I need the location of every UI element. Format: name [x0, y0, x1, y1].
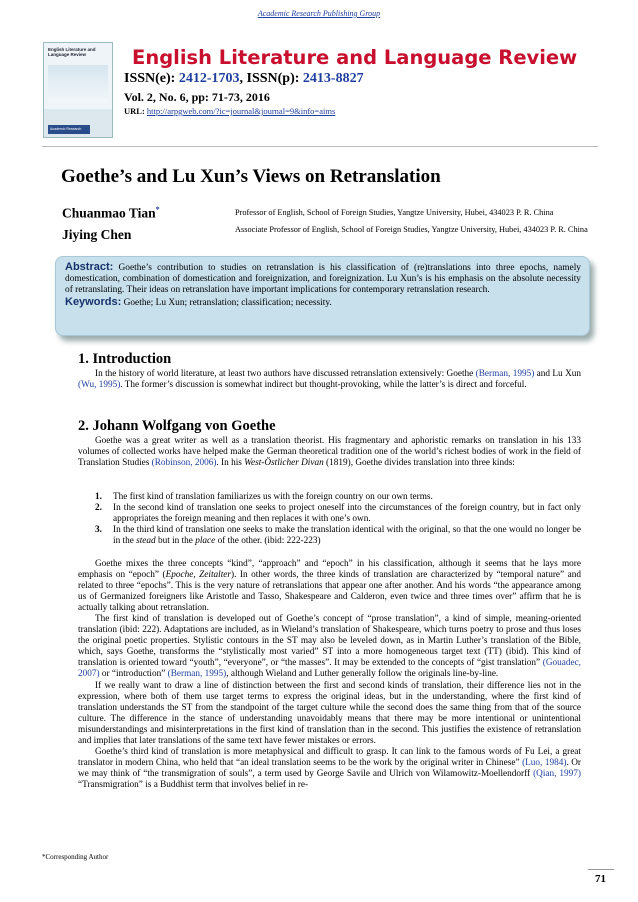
cover-art	[48, 65, 108, 103]
list-item: 3. In the third kind of translation one seeks to make the translation identical with the original, so that the one would no longer be in the stead but in the place of the other. (ibid: 222-223)	[95, 525, 581, 547]
citation-link[interactable]: (Wu, 1995)	[78, 380, 121, 391]
publisher-name[interactable]: Academic Research Publishing Group	[257, 9, 381, 18]
paragraph: Goethe mixes the three concepts “kind”, “approach” and “epoch” in his classification, although it seems that he lays more emphasis on “epoch” (Epoche, Zeitalter). In other words, the three kinds of translation are characterized by “temporal nature” and related to three “epochs”. This is the very nature of retranslations that appear one after another. And his words “the appearance among us of Germanized foreigners like Aristotle and Tasso, Shakespeare and Calderon, even twice and three times over” affirm that he is actually talking about retranslation.	[78, 559, 581, 614]
section-heading: 2. Johann Wolfgang von Goethe	[78, 418, 276, 434]
volume-info: Vol. 2, No. 6, pp: 71-73, 2016	[124, 90, 270, 104]
article-title: Goethe’s and Lu Xun’s Views on Retranslation	[61, 166, 441, 187]
list-item: 1. The first kind of translation familiarizes us with the foreign country on our own terms.	[95, 492, 433, 502]
cover-title: English Literature and Language Review	[48, 47, 96, 58]
section-body	[78, 436, 581, 469]
footnote: *Corresponding Author	[42, 853, 109, 861]
issn-line: ISSN(e): 2412-1703, ISSN(p): 2413-8827	[124, 71, 364, 86]
section-heading: 1. Introduction	[78, 351, 172, 367]
journal-cover-image	[43, 42, 113, 138]
paragraph: Goethe was a great writer as well as a translation theorist. His fragmentary and aphoristic remarks on translation in his 133 volumes of collected works have helped make the German theoretical tradition one of the world’s richest bodies of work in the field of Translation Studies (Robinson, 2006). In his West-Östlicher Divan (1819), Goethe divides translation into three kinds:	[78, 436, 581, 469]
header-divider	[42, 146, 598, 147]
journal-title: English Literature and Language Review	[132, 46, 578, 69]
section-body	[78, 559, 581, 791]
citation-link[interactable]: (Gouadec, 2007)	[78, 658, 581, 680]
section-body	[78, 369, 581, 391]
author-affiliation: Associate Professor of English, School of Foreign Studies, Yangtze University, Hubei, 434023 P. R. China	[235, 225, 588, 234]
journal-url-line: URL: http://arpgweb.com/?ic=journal&journal=9&info=aims	[124, 106, 336, 116]
author-name: Chuanmao Tian*	[62, 205, 160, 221]
author-affiliation: Professor of English, School of Foreign Studies, Yangtze University, Hubei, 434023 P. R. China	[235, 208, 554, 217]
author-name: Jiying Chen	[62, 227, 132, 242]
keywords-label: Keywords:	[65, 295, 122, 308]
citation-link[interactable]: (Robinson, 2006)	[151, 458, 217, 469]
abstract-box	[55, 256, 590, 336]
paragraph: If we really want to draw a line of distinction between the first and second kinds of translation, their difference lies not in the expression, where both of them use target terms to express the original ideas, but in the understanding, where the first kind of translation understands the ST from the standpoint of the target culture while the second does the same thing from that of the source culture. The difference in the stance of understanding unavoidably means that there may be more intentional or unintentional misunderstandings and misinterpretations in the first kind of translation than in the second. This justifies the existence of retranslation and implies that later translations of the same text have fewer mistakes or errors.	[78, 680, 581, 746]
list-item: 2. In the second kind of translation one seeks to project oneself into the circumstances of the foreign country, but in fact only appropriates the foreign meaning and then replaces it with one’s own.	[95, 503, 581, 525]
paragraph: Goethe’s third kind of translation is more metaphysical and difficult to grasp. It can link to the famous words of Fu Lei, a great translator in modern China, who held that “an ideal translation seems to be the work by the original writer in Chinese” (Luo, 1984). Or we may think of “the transmigration of souls”, a term used by George Savile and Ulrich von Wilamowitz-Moellendorff (Qian, 1997) “Transmigration” is a Buddhist term that involves belief in re-	[78, 746, 582, 790]
abstract-text: Goethe’s contribution to studies on retranslation is his classification of (re)translations into three epochs, namely domestication, combination of domestication and foreignization, and foreignization. Lu Xun’s is his emphasis on the absolute necessity of retranslating. Their ideas on retranslation have important implications for contemporary retranslation research.	[65, 263, 581, 296]
paragraph: The first kind of translation is developed out of Goethe’s concept of “prose translation”, a kind of simple, meaning-oriented translation (ibid: 222). Adaptations are included, as in Wieland’s translation of Shakespeare, which turns poetry to prose and thus loses the original poetic properties. Stylistic contours in the ST may also be leveled down, as in Martin Luther’s translation of the Bible, which, says Goethe, transforms the “stylistically most varied” ST into a more homogeneous target text (TT) (ibid). This kind of translation is oriented toward “youth”, “everyone”, or “the masses”. It may be extended to the concepts of “gist translation” (Gouadec, 2007) or “introduction” (Berman, 1995), although Wieland and Luther generally follow the originals line-by-line.	[78, 614, 581, 680]
translation-kinds-list	[78, 492, 581, 547]
citation-link[interactable]: (Berman, 1995)	[167, 669, 227, 680]
citation-link[interactable]: (Qian, 1997)	[533, 768, 581, 779]
journal-url-link[interactable]: http://arpgweb.com/?ic=journal&journal=9&info=aims	[146, 106, 336, 116]
corresponding-mark[interactable]: *	[155, 205, 160, 214]
citation-link[interactable]: (Luo, 1984)	[522, 757, 567, 768]
keywords-text: Goethe; Lu Xun; retranslation; classification; necessity.	[123, 297, 332, 308]
citation-link[interactable]: (Berman, 1995)	[475, 369, 535, 379]
abstract-label: Abstract:	[65, 261, 114, 273]
page-number: 71	[595, 873, 606, 885]
paragraph: In the history of world literature, at least two authors have discussed retranslation extensively: Goethe (Berman, 1995) and Lu Xun (Wu, 1995). The former’s discussion is somewhat indirect but thought-provoking, while the latter’s is direct and forceful.	[78, 369, 581, 391]
cover-logo: Academic Research	[48, 125, 90, 134]
page-number-rule	[588, 869, 614, 870]
